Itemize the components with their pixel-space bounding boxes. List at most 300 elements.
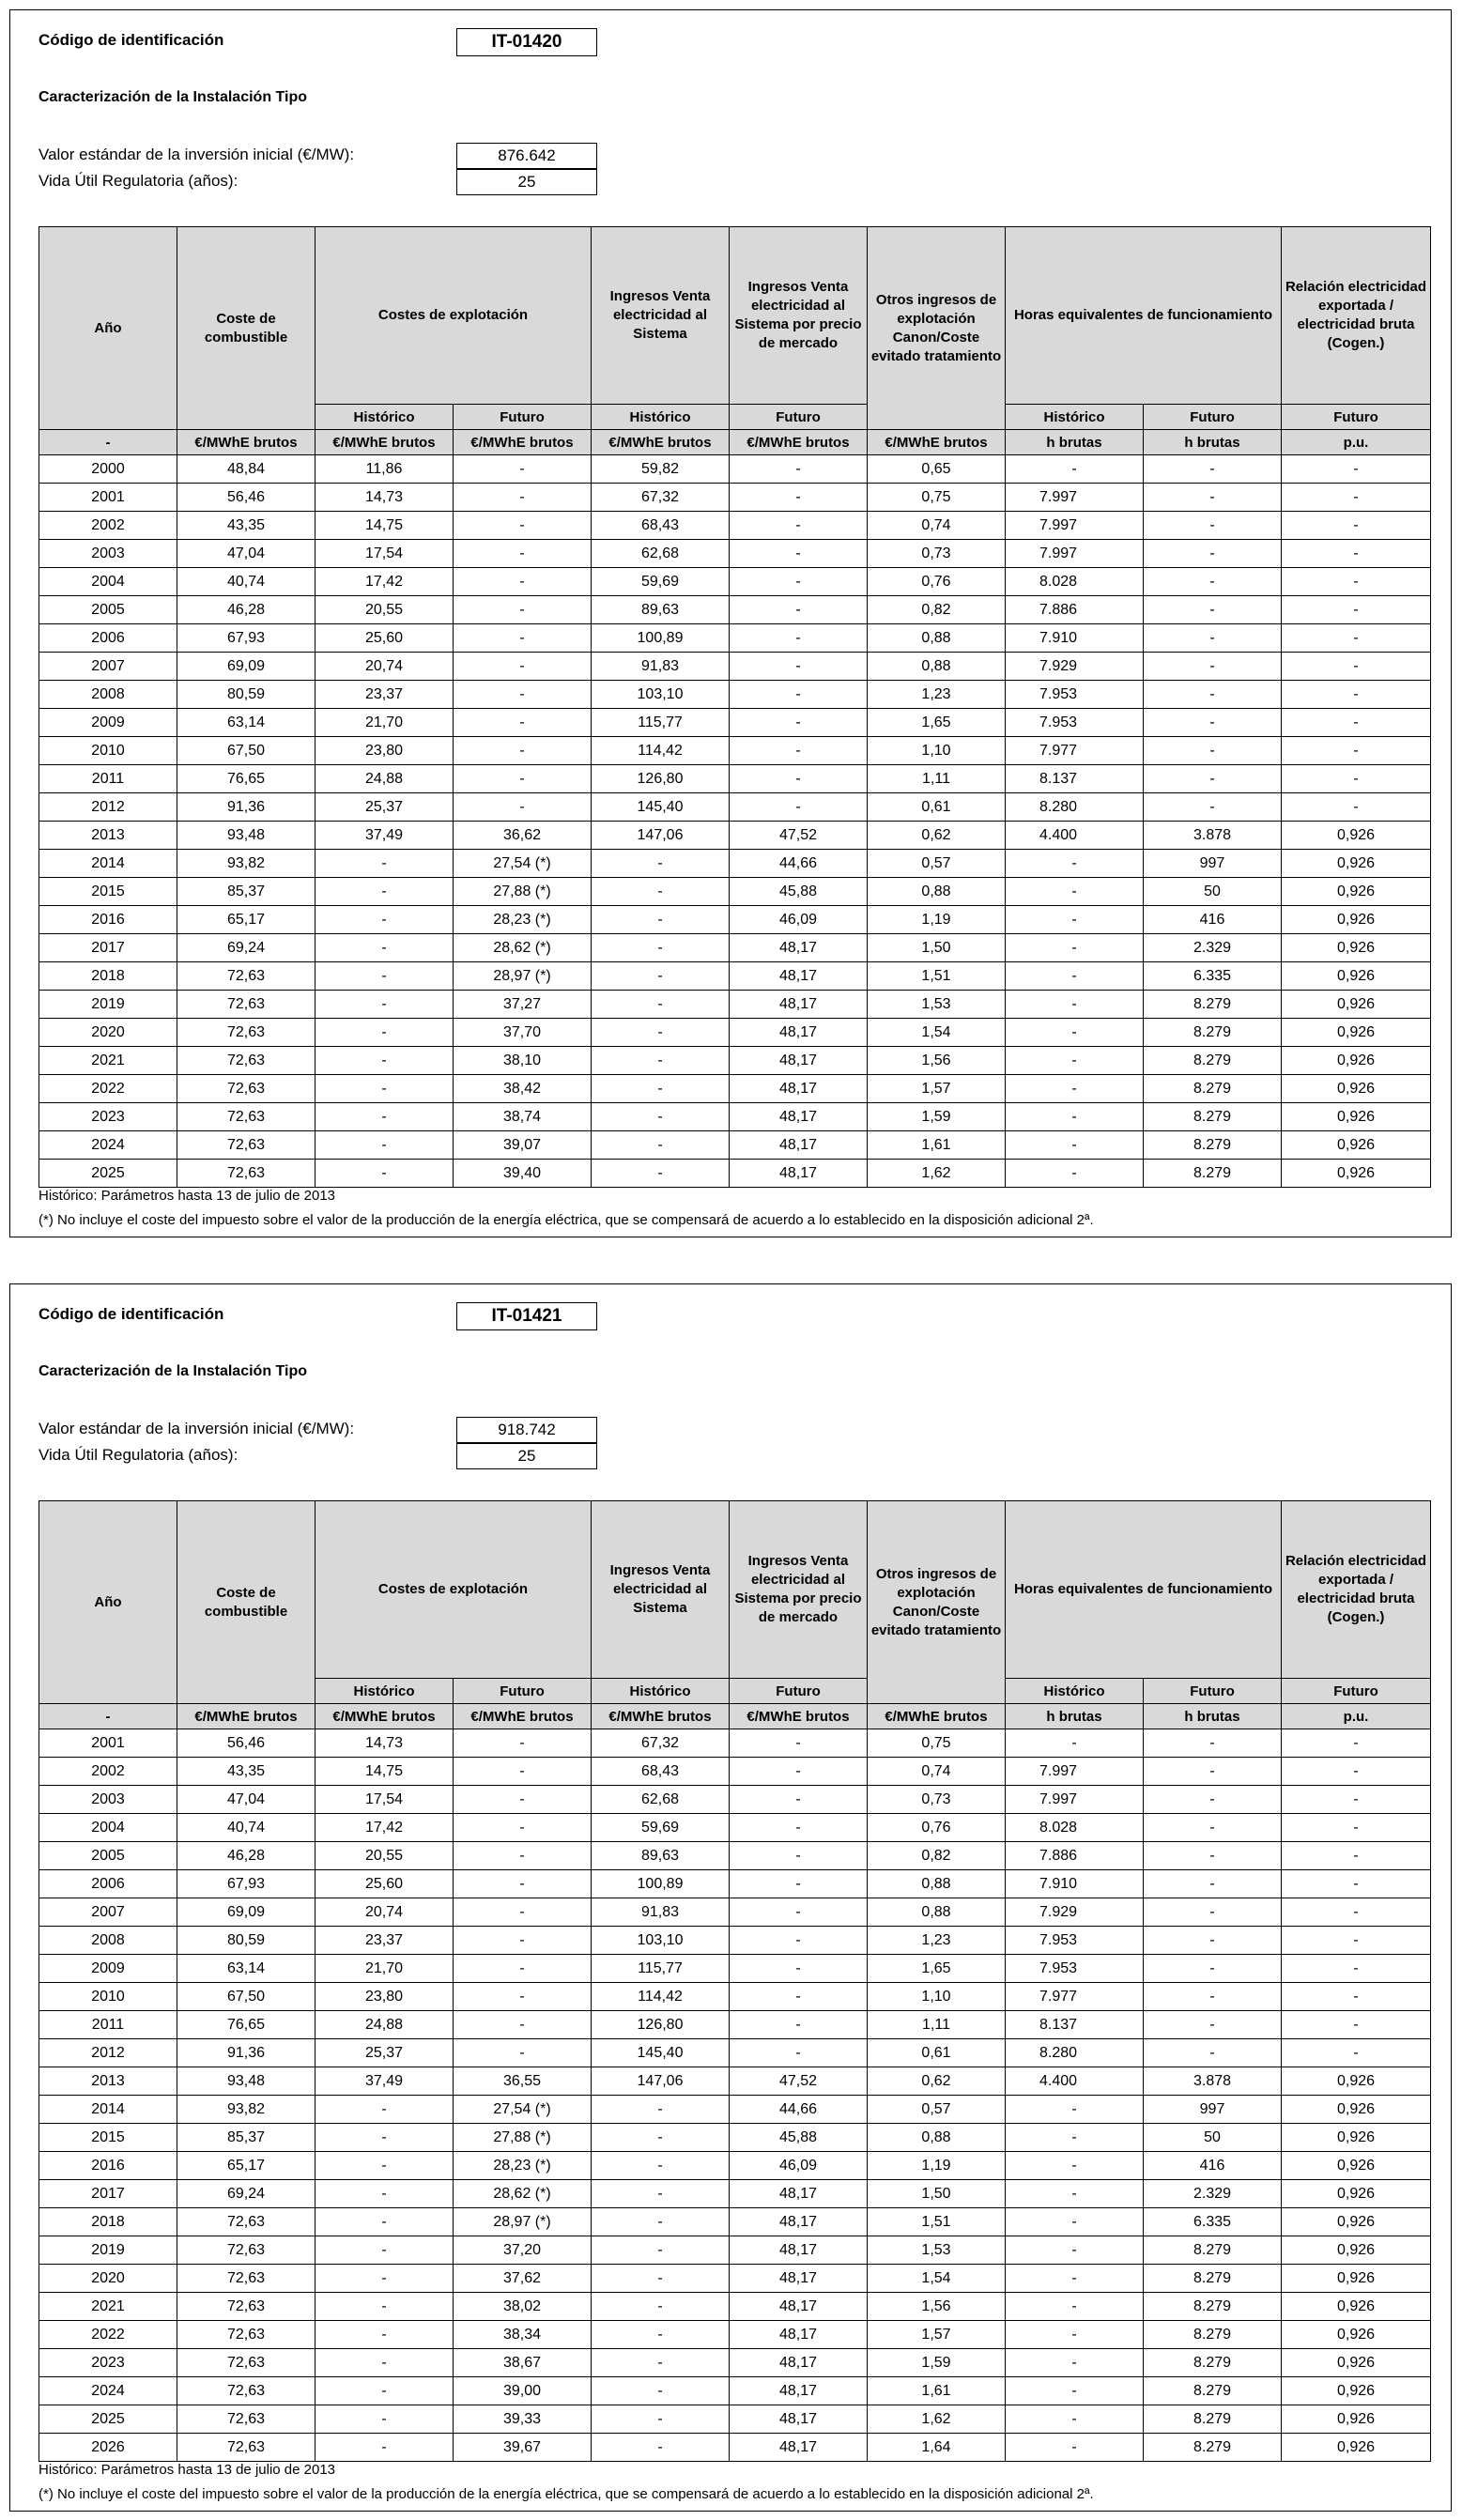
table-cell: 62,68 <box>592 1786 730 1814</box>
table-row <box>39 2067 1431 2096</box>
table-cell: 23,80 <box>315 737 454 765</box>
table-row <box>39 1758 1431 1786</box>
table-cell: 4.400 <box>1006 822 1144 850</box>
table-cell: - <box>592 850 730 878</box>
unit-cell: €/MWhE brutos <box>315 1704 454 1729</box>
table-row <box>39 991 1431 1019</box>
table-cell: - <box>454 484 592 512</box>
table-cell: 1,57 <box>868 2321 1006 2349</box>
table-cell: - <box>454 568 592 596</box>
table-cell: - <box>1282 2039 1431 2067</box>
table-cell: 27,54 (*) <box>454 850 592 878</box>
table-row <box>39 1983 1431 2011</box>
table-cell: - <box>592 2152 730 2180</box>
table-cell: 8.279 <box>1144 1131 1282 1160</box>
table-cell: 126,80 <box>592 765 730 793</box>
table-cell: 7.910 <box>1006 624 1144 653</box>
table-cell: 67,32 <box>592 484 730 512</box>
table-cell: - <box>1006 2096 1144 2124</box>
table-cell: 25,60 <box>315 624 454 653</box>
table-cell: 2020 <box>39 2265 177 2293</box>
table-cell: 2005 <box>39 1842 177 1870</box>
table-cell: 8.279 <box>1144 1047 1282 1075</box>
table-cell: - <box>730 624 868 653</box>
table-row <box>39 1842 1431 1870</box>
table-cell: 6.335 <box>1144 962 1282 991</box>
table-cell: 48,17 <box>730 2293 868 2321</box>
table-cell: - <box>1006 1103 1144 1131</box>
table-cell: 40,74 <box>177 568 315 596</box>
investment-label: Valor estándar de la inversión inicial (€/MW): <box>38 146 355 163</box>
header-sales-income: Ingresos Venta electricidad al Sistema <box>592 227 730 405</box>
table-cell: 46,28 <box>177 596 315 624</box>
table-cell: - <box>454 624 592 653</box>
subheader-historic: Histórico <box>1006 1679 1144 1704</box>
sheet-2 <box>9 1283 1452 2512</box>
table-cell: - <box>1144 681 1282 709</box>
table-cell: 0,76 <box>868 568 1006 596</box>
table-cell: 46,28 <box>177 1842 315 1870</box>
table-cell: 2017 <box>39 934 177 962</box>
table-cell: 93,48 <box>177 822 315 850</box>
table-cell: - <box>315 2434 454 2462</box>
table-cell: 2025 <box>39 2405 177 2434</box>
table-cell: - <box>1144 1786 1282 1814</box>
table-cell: 20,55 <box>315 1842 454 1870</box>
table-cell: 48,17 <box>730 1103 868 1131</box>
table-cell: 1,50 <box>868 934 1006 962</box>
table-cell: 0,926 <box>1282 962 1431 991</box>
table-cell: 0,926 <box>1282 2377 1431 2405</box>
header-market-income: Ingresos Venta electricidad al Sistema por precio de mercado <box>730 1501 868 1679</box>
table-cell: 14,75 <box>315 1758 454 1786</box>
table-cell: 72,63 <box>177 1103 315 1131</box>
table-cell: - <box>315 2180 454 2208</box>
table-cell: 2021 <box>39 2293 177 2321</box>
table-cell: 48,17 <box>730 2434 868 2462</box>
table-cell: 72,63 <box>177 2349 315 2377</box>
table-cell: 0,926 <box>1282 850 1431 878</box>
subheader-future: Futuro <box>454 405 592 430</box>
table-cell: - <box>454 737 592 765</box>
table-cell: 0,926 <box>1282 2293 1431 2321</box>
table-row <box>39 878 1431 906</box>
table-cell: - <box>315 850 454 878</box>
table-cell: - <box>315 1103 454 1131</box>
header-operating-costs: Costes de explotación <box>315 1501 592 1679</box>
table-cell: 2011 <box>39 2011 177 2039</box>
table-cell: - <box>1144 540 1282 568</box>
header-ratio: Relación electricidad exportada / electricidad bruta (Cogen.) <box>1282 1501 1431 1679</box>
table-cell: - <box>1144 1729 1282 1758</box>
table-cell: 0,926 <box>1282 2321 1431 2349</box>
table-cell: 3.878 <box>1144 2067 1282 2096</box>
table-cell: 0,926 <box>1282 2124 1431 2152</box>
table-cell: - <box>1144 1955 1282 1983</box>
table-cell: 48,17 <box>730 2321 868 2349</box>
table-cell: 36,55 <box>454 2067 592 2096</box>
table-cell: 0,926 <box>1282 2434 1431 2462</box>
footnote-tax: (*) No incluye el coste del impuesto sobre el valor de la producción de la energía eléctrica, que se compensará de acuerdo a lo establecido en la disposición adicional 2ª. <box>38 1212 1094 1228</box>
table-cell: - <box>1144 2039 1282 2067</box>
table-cell: - <box>592 934 730 962</box>
table-cell: - <box>1282 1898 1431 1927</box>
table-row <box>39 822 1431 850</box>
table-cell: - <box>315 1019 454 1047</box>
table-cell: 8.279 <box>1144 2377 1282 2405</box>
unit-cell: €/MWhE brutos <box>868 1704 1006 1729</box>
table-cell: 0,61 <box>868 793 1006 822</box>
table-cell: 1,62 <box>868 1160 1006 1188</box>
subheader-future: Futuro <box>730 405 868 430</box>
table-cell: 7.886 <box>1006 1842 1144 1870</box>
table-cell: - <box>1006 1131 1144 1160</box>
table-row <box>39 2377 1431 2405</box>
unit-cell: h brutas <box>1144 430 1282 455</box>
table-cell: - <box>1282 512 1431 540</box>
table-cell: 0,926 <box>1282 2180 1431 2208</box>
table-cell: - <box>1282 484 1431 512</box>
table-cell: 2018 <box>39 962 177 991</box>
table-cell: 0,74 <box>868 1758 1006 1786</box>
table-cell: - <box>1144 737 1282 765</box>
table-cell: 25,60 <box>315 1870 454 1898</box>
footnote-historic: Histórico: Parámetros hasta 13 de julio de 2013 <box>38 1188 336 1204</box>
table-cell: 145,40 <box>592 793 730 822</box>
table-cell: 2019 <box>39 991 177 1019</box>
table-cell: 7.886 <box>1006 596 1144 624</box>
table-cell: 56,46 <box>177 484 315 512</box>
table-cell: 0,926 <box>1282 1160 1431 1188</box>
table-cell: - <box>730 1927 868 1955</box>
subheader-historic: Histórico <box>592 1679 730 1704</box>
table-cell: 8.028 <box>1006 568 1144 596</box>
table-cell: 2026 <box>39 2434 177 2462</box>
table-cell: 72,63 <box>177 991 315 1019</box>
table-cell: 1,59 <box>868 1103 1006 1131</box>
header-operating-costs: Costes de explotación <box>315 227 592 405</box>
header-fuel-cost: Coste de combustible <box>177 227 315 430</box>
table-cell: 0,926 <box>1282 878 1431 906</box>
table-cell: 72,63 <box>177 1075 315 1103</box>
table-cell: - <box>454 1814 592 1842</box>
table-cell: 1,65 <box>868 709 1006 737</box>
table-cell: - <box>592 1075 730 1103</box>
table-cell: 37,49 <box>315 2067 454 2096</box>
table-cell: 48,17 <box>730 2349 868 2377</box>
table-cell: - <box>592 2096 730 2124</box>
table-cell: - <box>592 2124 730 2152</box>
table-cell: 1,23 <box>868 681 1006 709</box>
header-fuel-cost: Coste de combustible <box>177 1501 315 1704</box>
table-cell: - <box>454 512 592 540</box>
investment-value-box: 876.642 <box>456 143 597 169</box>
table-cell: 48,17 <box>730 2208 868 2236</box>
table-cell: - <box>1006 2265 1144 2293</box>
table-cell: 1,50 <box>868 2180 1006 2208</box>
table-row <box>39 596 1431 624</box>
table-cell: 8.279 <box>1144 2293 1282 2321</box>
table-cell: 48,84 <box>177 455 315 484</box>
table-cell: 0,61 <box>868 2039 1006 2067</box>
table-cell: 28,97 (*) <box>454 2208 592 2236</box>
table-cell: 0,82 <box>868 596 1006 624</box>
table-row <box>39 2208 1431 2236</box>
table-cell: - <box>592 2293 730 2321</box>
table-row <box>39 793 1431 822</box>
table-cell: - <box>315 2124 454 2152</box>
table-cell: 45,88 <box>730 2124 868 2152</box>
table-cell: 80,59 <box>177 681 315 709</box>
table-cell: 2010 <box>39 737 177 765</box>
unit-cell: €/MWhE brutos <box>592 430 730 455</box>
table-cell: 103,10 <box>592 1927 730 1955</box>
table-cell: 0,926 <box>1282 991 1431 1019</box>
table-cell: - <box>454 1983 592 2011</box>
table-cell: 1,53 <box>868 991 1006 1019</box>
table-cell: 7.997 <box>1006 540 1144 568</box>
table-row <box>39 2039 1431 2067</box>
table-cell: 59,82 <box>592 455 730 484</box>
table-cell: 0,75 <box>868 1729 1006 1758</box>
table-cell: 7.997 <box>1006 512 1144 540</box>
table-cell: 1,53 <box>868 2236 1006 2265</box>
table-cell: 56,46 <box>177 1729 315 1758</box>
table-cell: - <box>454 540 592 568</box>
table-cell: 1,54 <box>868 1019 1006 1047</box>
table-cell: 0,926 <box>1282 822 1431 850</box>
table-cell: 147,06 <box>592 2067 730 2096</box>
table-cell: 47,52 <box>730 822 868 850</box>
table-cell: 50 <box>1144 2124 1282 2152</box>
table-cell: 7.953 <box>1006 709 1144 737</box>
table-cell: 67,93 <box>177 624 315 653</box>
table-cell: 2016 <box>39 906 177 934</box>
table-cell: 2020 <box>39 1019 177 1047</box>
table-cell: 2010 <box>39 1983 177 2011</box>
table-cell: 0,88 <box>868 2124 1006 2152</box>
footnote-historic: Histórico: Parámetros hasta 13 de julio de 2013 <box>38 2462 336 2478</box>
table-cell: - <box>730 737 868 765</box>
table-cell: 2006 <box>39 624 177 653</box>
table-cell: 147,06 <box>592 822 730 850</box>
table-row <box>39 709 1431 737</box>
table-cell: - <box>1282 709 1431 737</box>
table-cell: 8.279 <box>1144 1019 1282 1047</box>
table-cell: - <box>1006 2152 1144 2180</box>
table-row <box>39 2405 1431 2434</box>
table-cell: 43,35 <box>177 1758 315 1786</box>
table-row <box>39 1047 1431 1075</box>
table-cell: - <box>1282 455 1431 484</box>
table-cell: - <box>1282 737 1431 765</box>
table-row <box>39 540 1431 568</box>
table-cell: - <box>1282 1814 1431 1842</box>
table-cell: 89,63 <box>592 1842 730 1870</box>
table-cell: 85,37 <box>177 878 315 906</box>
table-cell: 68,43 <box>592 512 730 540</box>
table-cell: 48,17 <box>730 2265 868 2293</box>
table-cell: 100,89 <box>592 624 730 653</box>
table-cell: 1,65 <box>868 1955 1006 1983</box>
unit-cell: h brutas <box>1144 1704 1282 1729</box>
table-cell: - <box>592 1160 730 1188</box>
table-row <box>39 850 1431 878</box>
table-cell: 8.279 <box>1144 1103 1282 1131</box>
table-cell: - <box>315 2265 454 2293</box>
table-cell: - <box>1144 2011 1282 2039</box>
table-cell: 48,17 <box>730 1131 868 1160</box>
id-code-box: IT-01420 <box>456 28 597 56</box>
table-row <box>39 2434 1431 2462</box>
table-cell: - <box>315 1047 454 1075</box>
table-cell: 48,17 <box>730 991 868 1019</box>
table-cell: 2008 <box>39 681 177 709</box>
header-ratio: Relación electricidad exportada / electricidad bruta (Cogen.) <box>1282 227 1431 405</box>
table-cell: 44,66 <box>730 2096 868 2124</box>
header-sales-income: Ingresos Venta electricidad al Sistema <box>592 1501 730 1679</box>
table-cell: 72,63 <box>177 1047 315 1075</box>
table-cell: - <box>315 906 454 934</box>
unit-cell: €/MWhE brutos <box>592 1704 730 1729</box>
table-cell: 85,37 <box>177 2124 315 2152</box>
table-cell: 1,59 <box>868 2349 1006 2377</box>
table-cell: - <box>1282 793 1431 822</box>
table-cell: 2014 <box>39 850 177 878</box>
subheader-future: Futuro <box>1144 405 1282 430</box>
table-cell: 0,926 <box>1282 1019 1431 1047</box>
table-row <box>39 1870 1431 1898</box>
table-cell: 48,17 <box>730 1160 868 1188</box>
table-cell: 6.335 <box>1144 2208 1282 2236</box>
table-cell: - <box>1006 2349 1144 2377</box>
table-cell: 0,926 <box>1282 1131 1431 1160</box>
table-cell: - <box>315 962 454 991</box>
table-cell: 0,88 <box>868 878 1006 906</box>
subheader-historic: Histórico <box>1006 405 1144 430</box>
life-value-box: 25 <box>456 1443 597 1469</box>
table-cell: - <box>1282 1955 1431 1983</box>
table-cell: 23,37 <box>315 681 454 709</box>
table-cell: 46,09 <box>730 906 868 934</box>
table-cell: - <box>454 1927 592 1955</box>
table-cell: 72,63 <box>177 2236 315 2265</box>
table-cell: 0,926 <box>1282 2236 1431 2265</box>
table-cell: 47,04 <box>177 540 315 568</box>
table-cell: 48,17 <box>730 2180 868 2208</box>
table-cell: 2002 <box>39 512 177 540</box>
table-cell: 115,77 <box>592 1955 730 1983</box>
table-cell: 50 <box>1144 878 1282 906</box>
table-row <box>39 2096 1431 2124</box>
table-cell: 1,64 <box>868 2434 1006 2462</box>
table-cell: - <box>730 455 868 484</box>
table-cell: 48,17 <box>730 2236 868 2265</box>
table-cell: 114,42 <box>592 1983 730 2011</box>
table-cell: 1,56 <box>868 1047 1006 1075</box>
table-row <box>39 2265 1431 2293</box>
table-cell: 1,54 <box>868 2265 1006 2293</box>
table-cell: - <box>592 2405 730 2434</box>
table-cell: - <box>1144 624 1282 653</box>
table-row <box>39 2011 1431 2039</box>
table-cell: - <box>1006 2236 1144 2265</box>
table-cell: - <box>1006 2377 1144 2405</box>
table-cell: - <box>1282 1927 1431 1955</box>
table-cell: 8.279 <box>1144 1075 1282 1103</box>
table-cell: 21,70 <box>315 1955 454 1983</box>
table-cell: 2007 <box>39 653 177 681</box>
table-cell: 1,19 <box>868 906 1006 934</box>
subheader-future: Futuro <box>1144 1679 1282 1704</box>
table-cell: - <box>1006 2208 1144 2236</box>
table-cell: 3.878 <box>1144 822 1282 850</box>
table-cell: - <box>730 1786 868 1814</box>
table-cell: 1,23 <box>868 1927 1006 1955</box>
table-cell: 997 <box>1144 850 1282 878</box>
table-cell: 59,69 <box>592 568 730 596</box>
table-cell: - <box>730 484 868 512</box>
table-cell: 1,62 <box>868 2405 1006 2434</box>
table-cell: - <box>592 2265 730 2293</box>
table-cell: 28,62 (*) <box>454 934 592 962</box>
table-cell: - <box>730 1898 868 1927</box>
table-cell: 1,61 <box>868 2377 1006 2405</box>
table-cell: 2024 <box>39 1131 177 1160</box>
table-cell: 37,49 <box>315 822 454 850</box>
table-cell: - <box>315 1075 454 1103</box>
table-body <box>39 1729 1431 2462</box>
table-cell: 37,20 <box>454 2236 592 2265</box>
table-cell: - <box>1006 962 1144 991</box>
unit-cell: €/MWhE brutos <box>177 430 315 455</box>
table-cell: - <box>315 2208 454 2236</box>
table-cell: 37,27 <box>454 991 592 1019</box>
table-cell: - <box>1282 1758 1431 1786</box>
table-cell: - <box>1282 624 1431 653</box>
table-row <box>39 568 1431 596</box>
table-row <box>39 512 1431 540</box>
table-cell: 103,10 <box>592 681 730 709</box>
table-cell: 1,11 <box>868 2011 1006 2039</box>
table-row <box>39 1955 1431 1983</box>
table-cell: - <box>315 2377 454 2405</box>
table-cell: 2013 <box>39 2067 177 2096</box>
table-cell: 47,04 <box>177 1786 315 1814</box>
table-cell: 0,88 <box>868 624 1006 653</box>
table-cell: 40,74 <box>177 1814 315 1842</box>
table-cell: - <box>1144 1927 1282 1955</box>
table-cell: 8.137 <box>1006 2011 1144 2039</box>
table-cell: - <box>1282 1786 1431 1814</box>
table-cell: 38,02 <box>454 2293 592 2321</box>
table-cell: 0,926 <box>1282 906 1431 934</box>
table-cell: 0,73 <box>868 1786 1006 1814</box>
table-cell: - <box>730 568 868 596</box>
table-cell: - <box>1282 1870 1431 1898</box>
table-cell: 2001 <box>39 1729 177 1758</box>
table-cell: 0,73 <box>868 540 1006 568</box>
table-cell: 0,57 <box>868 850 1006 878</box>
table-cell: 46,09 <box>730 2152 868 2180</box>
subheader-historic: Histórico <box>315 1679 454 1704</box>
table-cell: 69,09 <box>177 653 315 681</box>
table-cell: 997 <box>1144 2096 1282 2124</box>
table-cell: 8.137 <box>1006 765 1144 793</box>
table-cell: 8.279 <box>1144 2265 1282 2293</box>
table-cell: - <box>730 653 868 681</box>
table-cell: 11,86 <box>315 455 454 484</box>
